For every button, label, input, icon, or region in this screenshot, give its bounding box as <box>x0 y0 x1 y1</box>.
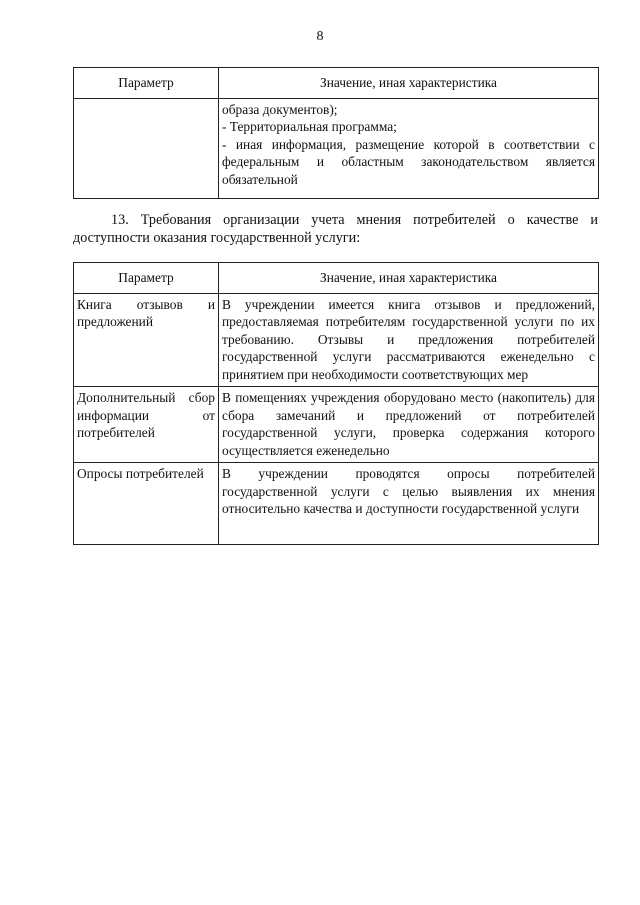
parameter-cell <box>74 98 219 198</box>
value-cell: В учреждении проводятся опросы потребителей государственной услуги с целью выявления их мнения относительно качества и доступности государственной услуги <box>219 463 599 545</box>
value-cell <box>219 98 599 198</box>
table-header-row <box>74 263 599 294</box>
value-cell: В помещениях учреждения оборудовано место (накопитель) для сбора замечаний и предложений от потребителей государственной услуги, проверка содержания которого осуществляется еженедельно <box>219 387 599 463</box>
column-header-parameter: Параметр <box>74 263 219 294</box>
table-row <box>74 293 599 387</box>
parameter-cell: Опросы потребителей <box>74 463 219 545</box>
column-header-value: Значение, иная характеристика <box>219 68 599 99</box>
value-line: образа документов); <box>222 101 338 117</box>
parameter-cell: Дополнительный сбор информации от потребителей <box>74 387 219 463</box>
page-number: 8 <box>316 29 324 44</box>
value-cell: В учреждении имеется книга отзывов и предложений, предоставляемая потребителям государственной услуги по их требованию. Отзывы и предложения потребителей государственной услуги рассматриваются еженедельно с принятием при необходимости соответствующих мер <box>219 293 599 387</box>
table-row <box>74 387 599 463</box>
value-line: - Территориальная программа; <box>222 119 397 134</box>
value-line: - иная информация, размещение которой в соответствии с федеральным и областным законодательством является обязательной <box>222 136 595 187</box>
table-info-continuation <box>73 67 599 199</box>
table-header-row <box>74 68 599 99</box>
table-row <box>74 463 599 545</box>
column-header-value: Значение, иная характеристика <box>219 263 599 294</box>
parameter-cell: Книга отзывов и предложений <box>74 293 219 387</box>
column-header-parameter: Параметр <box>74 68 219 99</box>
section-heading-13: 13. Требования организации учета мнения потребителей о качестве и доступности оказания государственной услуги: <box>73 212 598 246</box>
table-consumer-feedback <box>73 262 599 545</box>
table-row <box>74 98 599 198</box>
